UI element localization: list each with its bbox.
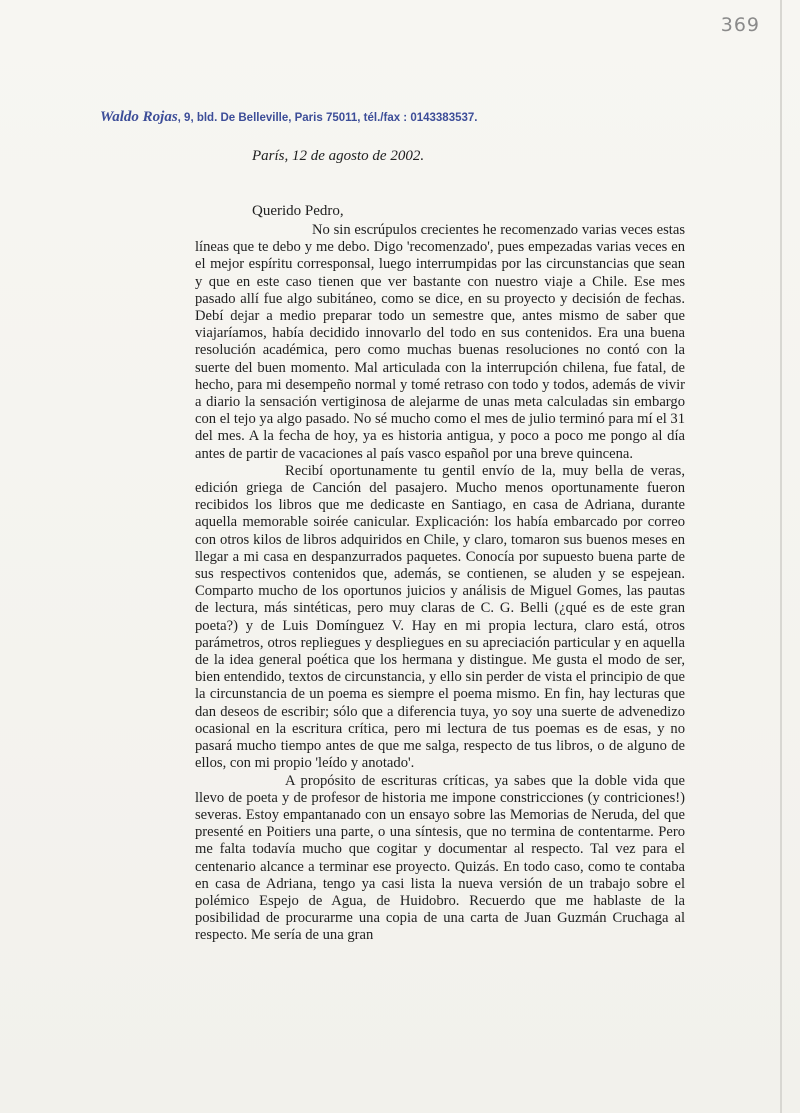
scan-edge: [780, 0, 782, 1113]
date-line: París, 12 de agosto de 2002.: [252, 148, 425, 164]
paragraph-1: No sin escrúpulos crecientes he recomenzado varias veces estas líneas que te debo y me debo. Digo 'recomenzado', pues empezadas varias veces en el mejor espíritu corresponsal, luego interrumpidas por las circunstancias que sean y que en este caso tienen que ver bastante con nuestro viaje a Chile. Ese mes pasado allí fue algo subitáneo, como se dice, en su proyecto y decisión de fechas. Debí dejar a medio preparar todo un semestre que, antes mismo de saber que viajaríamos, había decidido innovarlo del todo en sus contenidos. Era una buena resolución académica, pero como muchas buenas resoluciones no contó con la suerte del buen momento. Mal articulada con la interrupción chilena, fue fatal, de hecho, para mi desempeño normal y tomé retraso con todo y todos, además de vivir a diario la sensación vertiginosa de alejarme de unas meta calculadas sin embargo con el tejo ya algo pasado. No sé mucho como el mes de julio terminó para mí el 31 del mes. A la fecha de hoy, ya es historia antigua, y poco a poco me pongo al día antes de partir de vacaciones al país vasco español por una breve quincena.: [195, 222, 685, 462]
salutation: Querido Pedro,: [252, 203, 344, 219]
letterhead: [100, 109, 477, 126]
paragraph-2: Recibí oportunamente tu gentil envío de la, muy bella de veras, edición griega de Canción del pasajero. Mucho menos oportunamente fueron recibidos los libros que me dedicaste en Santiago, en casa de Adriana, durante aquella memorable soirée canicular. Explicación: los había embarcado por correo con otros kilos de libros adquiridos en Chile, y claro, tomaron sus buenos meses en llegar a mi casa en despanzurrados paquetes. Conocía por supuesto buena parte de sus respectivos contenidos que, además, se contienen, se aluden y se espejean. Comparto mucho de los oportunos juicios y análisis de Miguel Gomes, las pautas de lectura, más sintéticas, pero muy claras de C. G. Belli (¿qué es de este gran poeta?) y de Luis Domínguez V. Hay en mi propia lectura, claro está, otros parámetros, otros repliegues y despliegues en su apreciación particular y en aquella de la idea general poética que los hermana y distingue. Me gusta el modo de ser, bien entendido, textos de circunstancia, y ello sin perder de vista el principio de que la circunstancia de un poema es siempre el poema mismo. En fin, hay lecturas que dan deseos de escribir; sólo que a diferencia tuya, yo soy una suerte de advenedizo ocasional en la escritura crítica, pero mi lectura de tus poemas es de esas, y no pasará mucho tiempo antes de que me salga, respecto de tus libros, o de alguno de ellos, con mi propio 'leído y anotado'.: [195, 462, 685, 772]
letterhead-address: , 9, bld. De Belleville, Paris 75011, tél./fax : 0143383537.: [177, 112, 478, 124]
archive-number: 369: [720, 14, 760, 36]
letter-body: [195, 222, 685, 945]
letterhead-name: Waldo Rojas: [100, 109, 178, 125]
paragraph-3: A propósito de escrituras críticas, ya sabes que la doble vida que llevo de poeta y de profesor de historia me impone constricciones (y contriciones!) severas. Estoy empantanado con un ensayo sobre las Memorias de Neruda, del que presenté en Poitiers una parte, o una síntesis, que no termina de contentarme. Pero me falta todavía mucho que cogitar y documentar al respecto. Tal vez para el centenario alcance a terminar ese proyecto. Quizás. En todo caso, como te contaba en casa de Adriana, tengo ya casi lista la nueva versión de un trabajo sobre el polémico Espejo de Agua, de Huidobro. Recuerdo que me hablaste de la posibilidad de procurarme una copia de una carta de Juan Guzmán Cruchaga al respecto. Me sería de una gran: [195, 772, 685, 944]
